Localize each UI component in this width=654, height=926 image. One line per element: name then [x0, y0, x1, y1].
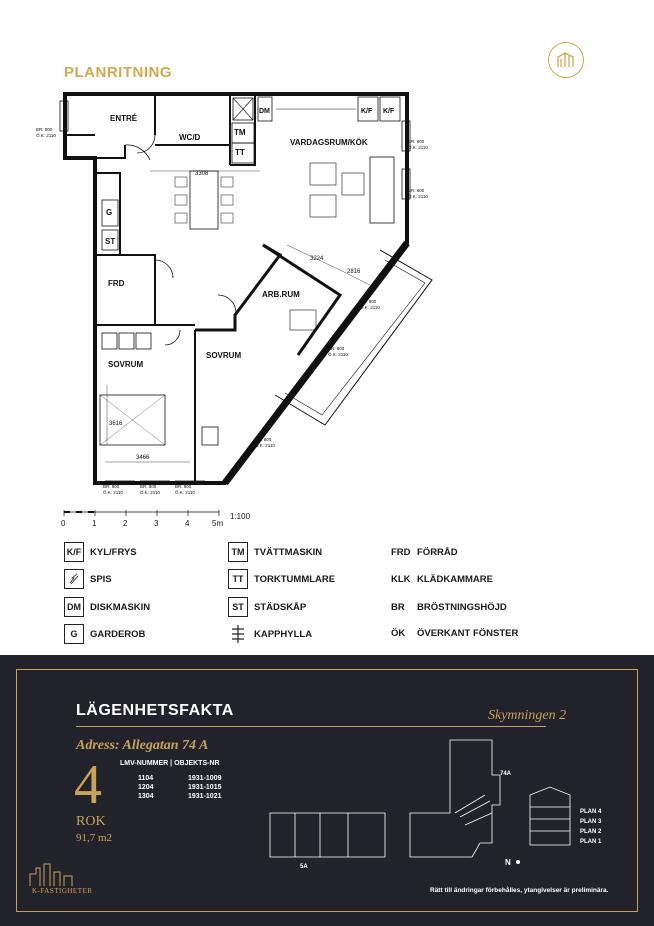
window-note-ok: Ö.K: 2110	[140, 490, 160, 495]
scale-bar	[60, 508, 270, 530]
g-box: G	[64, 624, 84, 644]
window-note-ok: Ö.K: 2110	[408, 194, 428, 199]
table-row: 1104 1931-1009	[138, 775, 222, 782]
disclaimer: Rätt till ändringar förbehålles, ytangivelser är preliminära.	[430, 887, 609, 894]
scale-ratio: 1:100	[230, 512, 251, 521]
window-note-br: BR: 800	[255, 437, 272, 442]
table-row: 1304 1931-1021	[138, 793, 222, 800]
scale-tick: 2	[123, 519, 128, 528]
floor-label: PLAN 3	[580, 819, 602, 825]
window-note-br: BR: 800	[360, 299, 377, 304]
window-note-ok: Ö.K: 2110	[255, 443, 275, 448]
coat-rack-icon	[228, 624, 248, 644]
dm-box: DM	[64, 597, 84, 617]
legend-g: G GARDEROB	[64, 624, 145, 644]
floor-label: PLAN 1	[580, 839, 602, 845]
legend-tm: TM TVÄTTMASKIN	[228, 542, 322, 562]
dim-4: 3466	[136, 455, 150, 461]
north-arrow-icon	[516, 860, 520, 864]
legend-frd: FRD FÖRRÅD	[391, 547, 458, 558]
dim-2: 3224	[310, 256, 324, 262]
room-wc: WC/D	[179, 133, 201, 142]
window-note-br: BR: 800	[175, 484, 192, 489]
legend-br: BR BRÖSTNINGSHÖJD	[391, 602, 507, 613]
project-name: Skymningen 2	[488, 708, 567, 723]
sym-kf-2: K/F	[383, 108, 395, 115]
building-label-a: 74A	[500, 771, 512, 777]
tt-box: TT	[228, 569, 248, 589]
sym-tm: TM	[234, 128, 246, 137]
floor-plan	[36, 85, 440, 505]
facts-title: LÄGENHETSFAKTA	[76, 702, 234, 719]
room-entre: ENTRÉ	[110, 114, 138, 123]
scale-tick: 3	[154, 519, 159, 528]
window-note-br: BR: 800	[408, 139, 425, 144]
room-arbrum: ARB.RUM	[262, 290, 300, 299]
apartment-area: 91,7 m2	[76, 832, 113, 844]
room-vardagsrum: VARDAGSRUM/KÖK	[290, 138, 368, 147]
scale-tick: 4	[185, 519, 190, 528]
dim-3: 2816	[347, 269, 361, 275]
building-label-b: 5A	[300, 864, 308, 870]
room-count: 4	[74, 754, 102, 816]
scale-tick: 5m	[212, 519, 224, 528]
floor-label: PLAN 4	[580, 809, 602, 815]
divider	[76, 726, 546, 727]
window-note-ok: Ö.K: 2110	[328, 352, 348, 357]
window-note-br: BR: 800	[103, 484, 120, 489]
room-frd: FRD	[108, 279, 125, 288]
legend-klk: KLK KLÄDKAMMARE	[391, 574, 493, 585]
north-label: N	[505, 858, 511, 867]
address: Adress: Allegatan 74 A	[76, 738, 209, 753]
stove-icon	[64, 569, 84, 589]
room-unit: ROK	[76, 814, 106, 829]
sym-tt: TT	[235, 148, 245, 157]
sym-kf-1: K/F	[361, 108, 373, 115]
window-note-br: BR: 800	[408, 188, 425, 193]
legend-spis: SPIS	[64, 569, 112, 589]
table-row: 1204 1931-1015	[138, 784, 222, 791]
room-sovrum-2: SOVRUM	[206, 351, 242, 360]
scale-tick: 0	[61, 519, 66, 528]
legend-kapphylla: KAPPHYLLA	[228, 624, 312, 644]
room-sovrum-1: SOVRUM	[108, 360, 144, 369]
dim-1: 3308	[195, 171, 209, 177]
sym-g: G	[106, 208, 113, 217]
floor-label: PLAN 2	[580, 829, 602, 835]
scale-tick: 1	[92, 519, 97, 528]
company-logo-icon	[26, 860, 86, 888]
window-note-ok: Ö.K: 2110	[408, 145, 428, 150]
legend-tt: TT TORKTUMMLARE	[228, 569, 335, 589]
st-box: ST	[228, 597, 248, 617]
window-note-ok: Ö.K: 2110	[175, 490, 195, 495]
site-plan	[260, 735, 630, 875]
sym-st: ST	[105, 237, 116, 246]
window-note-ok: Ö.K: 2110	[360, 305, 380, 310]
logo-icon	[548, 42, 584, 78]
kf-box: K/F	[64, 542, 84, 562]
window-note-br: BR: 800	[36, 127, 53, 132]
object-table	[120, 774, 221, 801]
legend-kf: K/F KYL/FRYS	[64, 542, 137, 562]
sym-dm: DM	[259, 108, 270, 115]
legend-dm: DM DISKMASKIN	[64, 597, 150, 617]
company-name: K-FASTIGHETER	[32, 887, 93, 895]
window-note-ok: Ö.K: 2110	[103, 490, 123, 495]
legend-st: ST STÄDSKÅP	[228, 597, 306, 617]
table-header: LMV-NUMMER | OBJEKTS-NR	[120, 760, 220, 767]
dim-5: 3616	[109, 421, 123, 427]
window-note-ok: Ö.K: 2110	[36, 133, 56, 138]
window-note-br: BR: 800	[328, 346, 345, 351]
tm-box: TM	[228, 542, 248, 562]
page-title: PLANRITNING	[64, 64, 172, 81]
legend-ok: ÖK ÖVERKANT FÖNSTER	[391, 628, 519, 639]
window-note-br: BR: 800	[140, 484, 157, 489]
